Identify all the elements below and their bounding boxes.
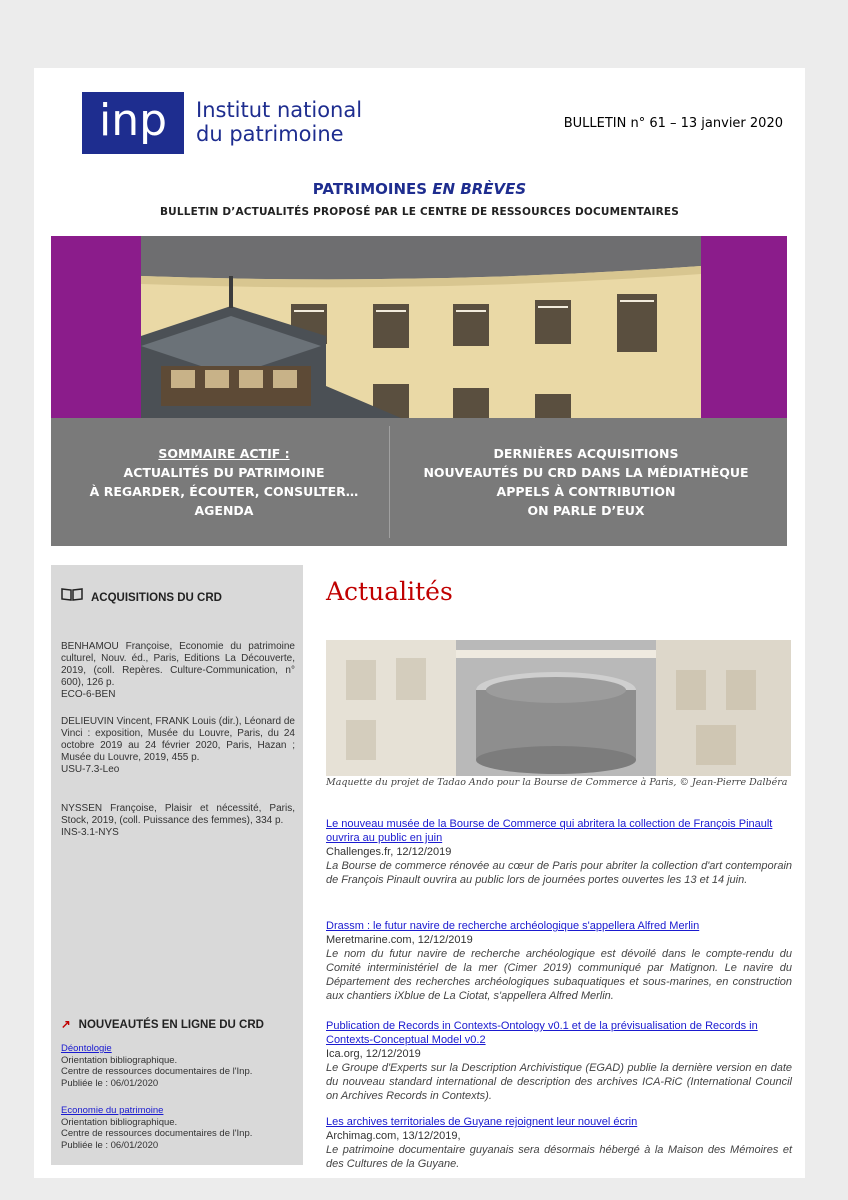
- acquisition-text: NYSSEN Françoise, Plaisir et nécessité, Paris, Stock, 2019, (coll. Puissance des femmes), 334 p.: [61, 803, 295, 826]
- sidebar: [51, 565, 303, 1165]
- online-item-date: Publiée le : 06/01/2020: [61, 1139, 159, 1151]
- article-source: Meretmarine.com, 12/12/2019: [326, 934, 473, 946]
- banner-photo: [141, 236, 701, 418]
- institution-line-2: du patrimoine: [196, 122, 344, 146]
- photo-caption: Maquette du projet de Tadao Ando pour la Bourse de Commerce à Paris, © Jean-Pierre Dalbéra: [326, 777, 788, 788]
- banner-purple-left: [51, 236, 141, 418]
- article-title-link[interactable]: Les archives territoriales de Guyane rejoignent leur nouvel écrin: [326, 1116, 638, 1128]
- section-heading: Actualités: [326, 577, 453, 606]
- article-description: La Bourse de commerce rénovée au cœur de Paris pour abriter la collection d'art contemporain de François Pinault ouvrira au public lors de journées portes ouvertes les 13 et 14 juin.: [326, 860, 792, 886]
- article-title-link[interactable]: Drassm : le futur navire de recherche archéologique s'appellera Alfred Merlin: [326, 920, 700, 932]
- link-nouveautes[interactable]: NOUVEAUTÉS DU CRD DANS LA MÉDIATHÈQUE: [423, 465, 749, 480]
- acquisition-code: ECO-6-BEN: [61, 689, 116, 700]
- arrow-icon: ↗: [61, 1019, 71, 1031]
- article-description: Le nom du futur navire de recherche archéologique est dévoilé dans le compte-rendu du Comité interministériel de la mer (Cimer 2019) communiqué par Matignon. Le navire du Département des recherches archéologiques subaquatiques et sous-marines, en construction aux chantiers iXblue de La Ciotat, s'appellera Alfred Merlin.: [326, 948, 792, 1002]
- summary-panel: [51, 418, 787, 546]
- institution-line-1: Institut national: [196, 98, 363, 122]
- book-icon: [61, 587, 83, 604]
- online-item: [61, 1043, 295, 1089]
- summary-divider: [389, 426, 390, 538]
- summary-right-column: [421, 444, 751, 520]
- article-source: Archimag.com, 13/12/2019,: [326, 1130, 461, 1142]
- news-article: [326, 919, 792, 1003]
- online-item-link[interactable]: Déontologie: [61, 1043, 112, 1054]
- link-on-parle[interactable]: ON PARLE D’EUX: [527, 503, 645, 518]
- acquisition-item: [61, 716, 295, 776]
- title-italic: EN BRÈVES: [432, 180, 527, 198]
- link-appels[interactable]: APPELS À CONTRIBUTION: [496, 484, 676, 499]
- article-title-link[interactable]: Le nouveau musée de la Bourse de Commerce qui abritera la collection de François Pinault ouvrira au public en juin: [326, 818, 773, 844]
- institution-name: [196, 98, 362, 146]
- online-item-type: Orientation bibliographique.: [61, 1054, 178, 1066]
- architectural-model-illustration: [326, 640, 791, 776]
- link-actualites[interactable]: ACTUALITÉS DU PATRIMOINE: [123, 465, 325, 480]
- article-description: Le Groupe d'Experts sur la Description Archivistique (EGAD) publie la dernière version en date du nouveau standard international de description des archives ICA-RiC (International Council on Archives Records in Contexts).: [326, 1062, 792, 1102]
- summary-heading[interactable]: SOMMAIRE ACTIF :: [158, 446, 290, 461]
- header-banner: [51, 236, 787, 546]
- online-item-author: Centre de ressources documentaires de l'Inp.: [61, 1128, 253, 1139]
- acquisitions-heading: [61, 587, 222, 604]
- article-description: Le patrimoine documentaire guyanais sera désormais hébergé à la Maison des Mémoires et des Cultures de la Guyane.: [326, 1144, 792, 1170]
- online-item-author: Centre de ressources documentaires de l'Inp.: [61, 1066, 253, 1077]
- acquisition-text: DELIEUVIN Vincent, FRANK Louis (dir.), Léonard de Vinci : exposition, Musée du Louvre, Paris, du 24 octobre 2019 au 24 février 2020, Paris, Hazan ; Musée du Louvre, 2019, 455 p.: [61, 716, 295, 763]
- acquisition-text: BENHAMOU Françoise, Economie du patrimoine culturel, Nouv. éd., Paris, Editions La Découverte, 2019, (coll. Repères. Culture-Communication, n° 600), 126 p.: [61, 641, 295, 688]
- summary-left-column: [59, 444, 389, 520]
- online-heading-text: NOUVEAUTÉS EN LIGNE DU CRD: [78, 1019, 264, 1031]
- online-item-type: Orientation bibliographique.: [61, 1116, 178, 1128]
- newsletter-title: [34, 180, 805, 198]
- news-article: [326, 1115, 792, 1171]
- link-acquisitions[interactable]: DERNIÈRES ACQUISITIONS: [493, 446, 679, 461]
- acquisition-code: INS-3.1-NYS: [61, 827, 119, 838]
- acquisition-item: [61, 803, 295, 839]
- banner-purple-right: [701, 236, 787, 418]
- article-title-link[interactable]: Publication de Records in Contexts-Ontology v0.1 et de la prévisualisation de Records in Contexts-Conceptual Model v0.2: [326, 1020, 758, 1046]
- online-item-date: Publiée le : 06/01/2020: [61, 1077, 159, 1089]
- inp-logo: inp: [82, 92, 184, 154]
- acquisition-item: [61, 641, 295, 701]
- article-source: Challenges.fr, 12/12/2019: [326, 846, 452, 858]
- bulletin-number: BULLETIN n° 61 – 13 janvier 2020: [563, 116, 783, 131]
- news-article: [326, 817, 792, 887]
- online-item: [61, 1105, 295, 1151]
- title-main: PATRIMOINES: [312, 180, 428, 198]
- courtyard-illustration: [141, 236, 701, 418]
- link-regarder[interactable]: À REGARDER, ÉCOUTER, CONSULTER…: [89, 484, 359, 499]
- model-photo: [326, 640, 791, 776]
- online-item-link[interactable]: Economie du patrimoine: [61, 1105, 164, 1116]
- bulletin-page: [34, 68, 805, 1178]
- link-agenda[interactable]: AGENDA: [194, 503, 254, 518]
- acquisitions-heading-text: ACQUISITIONS DU CRD: [91, 592, 222, 604]
- online-heading: [61, 1017, 264, 1031]
- article-source: Ica.org, 12/12/2019: [326, 1048, 421, 1060]
- news-article: [326, 1019, 792, 1103]
- acquisition-code: USU-7.3-Leo: [61, 764, 120, 775]
- newsletter-subtitle: BULLETIN D’ACTUALITÉS PROPOSÉ PAR LE CENTRE DE RESSOURCES DOCUMENTAIRES: [159, 206, 680, 218]
